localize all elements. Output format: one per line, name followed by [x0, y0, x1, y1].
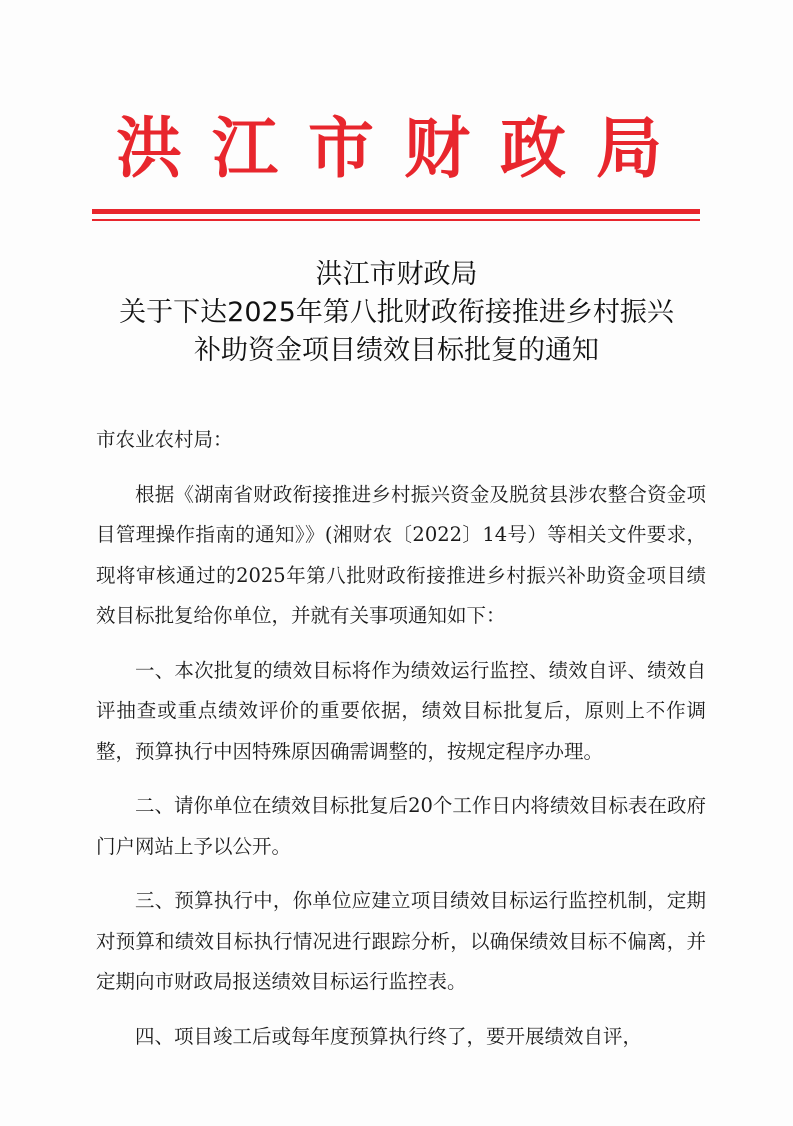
- notice-title-line-1: 洪江市财政局: [315, 259, 478, 290]
- notice-body: [96, 420, 706, 1071]
- letterhead-divider-thin: [92, 219, 700, 221]
- paragraph-item-1: 一、本次批复的绩效目标将作为绩效运行监控、绩效自评、绩效自评抽查或重点绩效评价的重要依据，绩效目标批复后，原则上不作调整，预算执行中因特殊原因确需调整的，按规定程序办理。: [96, 658, 706, 763]
- notice-title-line-2: 关于下达2025年第八批财政衔接推进乡村振兴: [119, 297, 674, 328]
- letterhead-title: 洪江市财政局: [116, 109, 692, 187]
- paragraph-item-2: 二、请你单位在绩效目标批复后20个工作日内将绩效目标表在政府门户网站上予以公开。: [96, 794, 706, 858]
- notice-title: [0, 256, 793, 370]
- paragraph-item-4: 四、项目竣工后或每年度预算执行终了，要开展绩效自评，: [135, 1024, 643, 1048]
- salutation: 市农业农村局：: [96, 428, 233, 451]
- notice-title-line-3: 补助资金项目绩效目标批复的通知: [194, 335, 599, 366]
- paragraph-basis: 根据《湖南省财政衔接推进乡村振兴资金及脱贫县涉农整合资金项目管理操作指南的通知》》(湘财农〔2022〕14号）等相关文件要求，现将审核通过的2025年第八批财政衔接推进乡村振兴补助资金项目绩效目标批复给你单位，并就有关事项通知如下：: [96, 482, 706, 627]
- paragraph-item-3: 三、预算执行中，你单位应建立项目绩效目标运行监控机制，定期对预算和绩效目标执行情况进行跟踪分析，以确保绩效目标不偏离，并定期向市财政局报送绩效目标运行监控表。: [96, 889, 706, 993]
- letterhead-divider-thick: [92, 209, 700, 214]
